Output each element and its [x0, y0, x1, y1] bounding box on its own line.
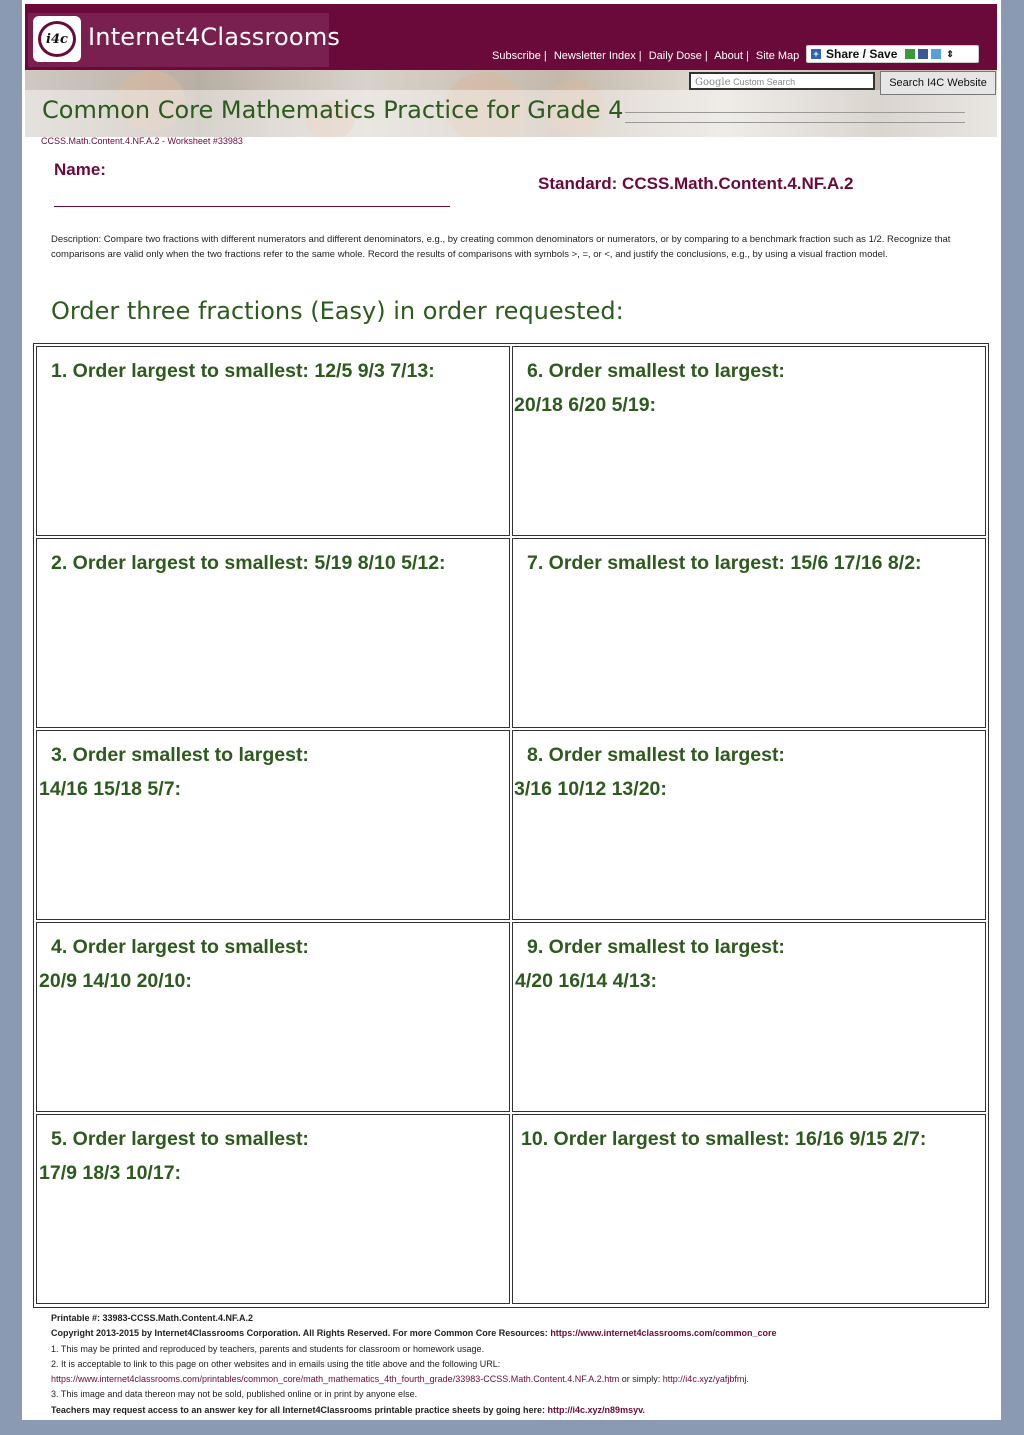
copyright: Copyright 2013-2015 by Internet4Classrooms Corporation. All Rights Reserved. For more Common Core Resources: [51, 1328, 548, 1339]
share-label: Share / Save [826, 47, 898, 61]
note-3: 3. This image and data thereon may not be sold, published online or in print by anyone else. [51, 1389, 418, 1400]
question-cell [512, 730, 986, 920]
nav-subscribe[interactable]: Subscribe [492, 50, 541, 62]
question-text: 7. Order smallest to largest: 15/6 17/16 8/2: [527, 552, 922, 574]
share-plus-icon: + [811, 49, 821, 59]
logo-badge-text: i4c [46, 31, 68, 47]
answer-key-link[interactable]: http://i4c.xyz/n89msyv. [547, 1404, 645, 1415]
page-title: Common Core Mathematics Practice for Grade 4 [42, 96, 624, 124]
facebook-icon [918, 49, 928, 59]
breadcrumb[interactable]: CCSS.Math.Content.4.NF.A.2 - Worksheet #33983 [41, 136, 243, 146]
name-line [54, 206, 450, 207]
nav-daily-dose[interactable]: Daily Dose [648, 50, 702, 62]
question-text: 8. Order smallest to largest: [527, 744, 785, 766]
site-logo[interactable] [28, 13, 341, 67]
nav-about[interactable]: About [714, 50, 743, 62]
section-title: Order three fractions (Easy) in order requested: [51, 297, 624, 325]
question-text: 2. Order largest to smallest: 5/19 8/10 5/12: [51, 552, 446, 574]
question-cell [36, 346, 510, 536]
question-fractions: 14/16 15/18 5/7: [39, 778, 182, 800]
question-text: 4. Order largest to smallest: [51, 936, 309, 958]
answer-key-note: Teachers may request access to an answer key for all Internet4Classrooms printable practice sheets by going here: [51, 1404, 546, 1415]
question-fractions: 3/16 10/12 13/20: [514, 778, 667, 800]
question-fractions: 17/9 18/3 10/17: [39, 1162, 182, 1184]
footer [51, 1311, 986, 1418]
printable-number: Printable #: 33983-CCSS.Math.Content.4.NF.A.2 [51, 1313, 254, 1323]
question-text: 1. Order largest to smallest: 12/5 9/3 7/13: [51, 360, 435, 382]
common-core-link[interactable]: https://www.internet4classrooms.com/common_core [550, 1328, 777, 1339]
name-label: Name: [54, 160, 106, 179]
question-cell [512, 1114, 986, 1304]
email-share-icon [905, 49, 915, 59]
search-placeholder: Custom Search [733, 77, 796, 87]
question-cell [36, 922, 510, 1112]
nav-site-map[interactable]: Site Map [755, 50, 800, 62]
url-or-text: or simply: [619, 1374, 663, 1385]
question-cell [512, 346, 986, 536]
site-header [25, 4, 997, 70]
question-cell [36, 1114, 510, 1304]
top-nav: Subscribe | Newsletter Index | Daily Dose | About | Site Map [492, 50, 800, 62]
question-cell [512, 538, 986, 728]
nav-newsletter-index[interactable]: Newsletter Index [553, 50, 636, 62]
question-fractions: 20/9 14/10 20/10: [39, 970, 192, 992]
chevron-updown-icon: ⇕ [946, 48, 954, 59]
question-cell [36, 730, 510, 920]
question-text: 6. Order smallest to largest: [527, 360, 785, 382]
question-fractions: 4/20 16/14 4/13: [515, 970, 658, 992]
share-save-button[interactable] [806, 45, 979, 63]
worksheet-short-url[interactable]: http://i4c.xyz/yafjbfmj. [662, 1374, 749, 1385]
twitter-icon [931, 49, 941, 59]
question-fractions: 20/18 6/20 5/19: [514, 394, 657, 416]
logo-text: Internet4Classrooms [88, 23, 341, 51]
note-1: 1. This may be printed and reproduced by teachers, parents and students for classroom or homework usage. [51, 1343, 485, 1354]
questions-grid [33, 343, 989, 1308]
standard-label: Standard: CCSS.Math.Content.4.NF.A.2 [538, 174, 854, 193]
question-text: 3. Order smallest to largest: [51, 744, 309, 766]
note-2: 2. It is acceptable to link to this page on other websites and in emails using the title above and the following URL: [51, 1358, 501, 1369]
description: Description: Compare two fractions with different numerators and different denominators, e.g., by creating common denominators or numerators, or by comparing to a benchmark fraction such as 1/2. Recognize that comparisons are valid only when the two fractions refer to the same whole. Record the results of comparisons with symbols >, =, or <, and justify the conclusions, e.g., by using a visual fraction model. [51, 234, 951, 260]
search-button[interactable]: Search I4C Website [880, 71, 996, 95]
question-text: 10. Order largest to smallest: 16/16 9/15 2/7: [521, 1128, 927, 1150]
question-cell [36, 538, 510, 728]
question-cell [512, 922, 986, 1112]
question-text: 9. Order smallest to largest: [527, 936, 785, 958]
question-text: 5. Order largest to smallest: [51, 1128, 309, 1150]
google-brand-text: Google [695, 77, 731, 88]
logo-badge-icon [33, 16, 81, 62]
search-input[interactable] [689, 72, 875, 90]
worksheet-long-url[interactable]: https://www.internet4classrooms.com/printables/common_core/math_mathematics_4th_fourth_grade/33983-CCSS.Math.Content.4.NF.A.2.htm [51, 1374, 620, 1385]
